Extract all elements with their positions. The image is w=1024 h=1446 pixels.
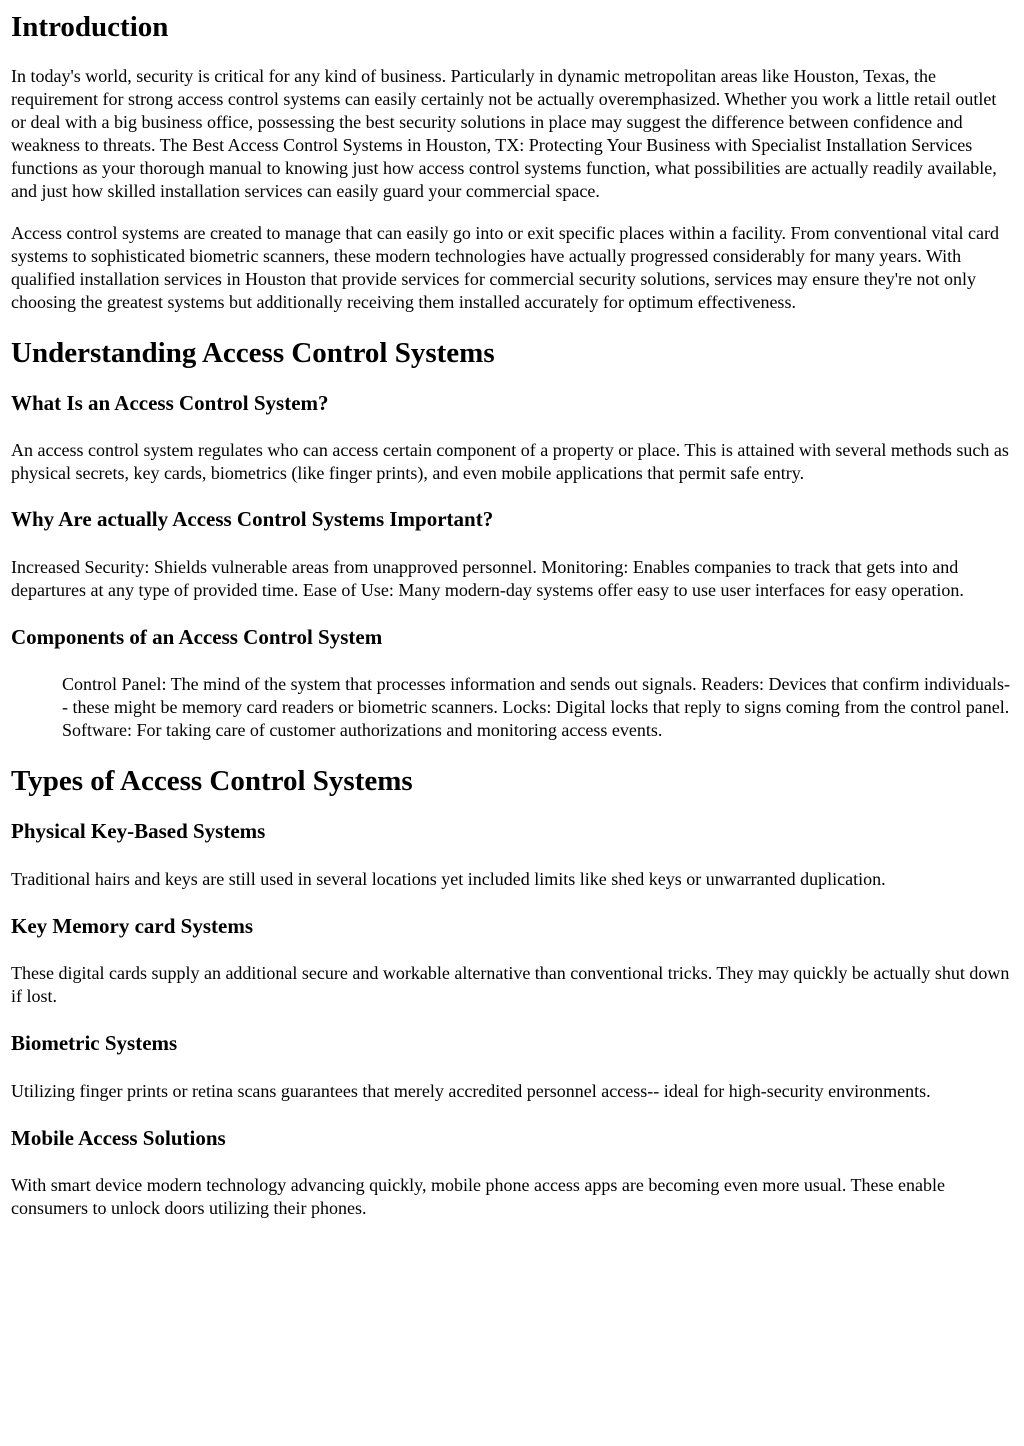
paragraph-what-is: An access control system regulates who can access certain component of a property or place. This is attained with several methods such as physical secrets, key cards, biometrics (like finger prints), and even mobile applications that permit safe entry. <box>11 440 1009 483</box>
intro-paragraph-1: In today's world, security is critical for any kind of business. Particularly in dynamic metropolitan areas like Houston, Texas, the requirement for strong access control systems can easily certainly not be actually overemphasized. Whether you work a little retail outlet or deal with a big business office, possessing the best security solutions in place may suggest the difference between confidence and weakness to threats. The Best Access Control Systems in Houston, TX: Protecting Your Business with Specialist Installation Services functions as your thorough manual to knowing just how access control systems function, what possibilities are actually readily available, and just how skilled installation services can easily guard your commercial space. <box>11 66 997 201</box>
subheading-components: Components of an Access Control System <box>11 625 383 649</box>
paragraph-key-memory-card: These digital cards supply an additional secure and workable alternative than conventional tricks. They may quickly be actually shut down if lost. <box>11 963 1010 1006</box>
subheading-mobile-access: Mobile Access Solutions <box>11 1126 226 1150</box>
paragraph-why-important: Increased Security: Shields vulnerable areas from unapproved personnel. Monitoring: Enables companies to track that gets into and departures at any type of provided time. Ease of Use: Many modern-day systems offer easy to use user interfaces for easy operation. <box>11 557 964 600</box>
intro-paragraph-2: Access control systems are created to manage that can easily go into or exit specific places within a facility. From conventional vital card systems to sophisticated biometric scanners, these modern technologies have actually progressed considerably for many years. With qualified installation services in Houston that provide services for commercial security solutions, services may ensure they're not only choosing the greatest systems but additionally receiving them installed accurately for optimum effectiveness. <box>11 223 999 312</box>
paragraph-biometric: Utilizing finger prints or retina scans guarantees that merely accredited personnel access-- ideal for high-security environments. <box>11 1081 931 1101</box>
heading-types-of-access-control: Types of Access Control Systems <box>11 765 413 797</box>
heading-understanding-access-control: Understanding Access Control Systems <box>11 337 495 369</box>
subheading-biometric: Biometric Systems <box>11 1031 178 1055</box>
paragraph-mobile-access: With smart device modern technology advancing quickly, mobile phone access apps are becoming even more usual. These enable consumers to unlock doors utilizing their phones. <box>11 1175 945 1218</box>
blockquote-components: Control Panel: The mind of the system that processes information and sends out signals. Readers: Devices that confirm individuals-- these might be memory card readers or biometric scanners. Locks: Digital locks that reply to signs coming from the control panel. Software: For taking care of customer authorizations and monitoring access events. <box>62 674 1010 740</box>
subheading-physical-key: Physical Key-Based Systems <box>11 819 266 843</box>
paragraph-physical-key: Traditional hairs and keys are still used in several locations yet included limits like shed keys or unwarranted duplication. <box>11 869 886 889</box>
heading-introduction: Introduction <box>11 11 169 43</box>
subheading-key-memory-card: Key Memory card Systems <box>11 914 254 938</box>
subheading-why-important: Why Are actually Access Control Systems Important? <box>11 507 494 531</box>
subheading-what-is: What Is an Access Control System? <box>11 391 329 415</box>
